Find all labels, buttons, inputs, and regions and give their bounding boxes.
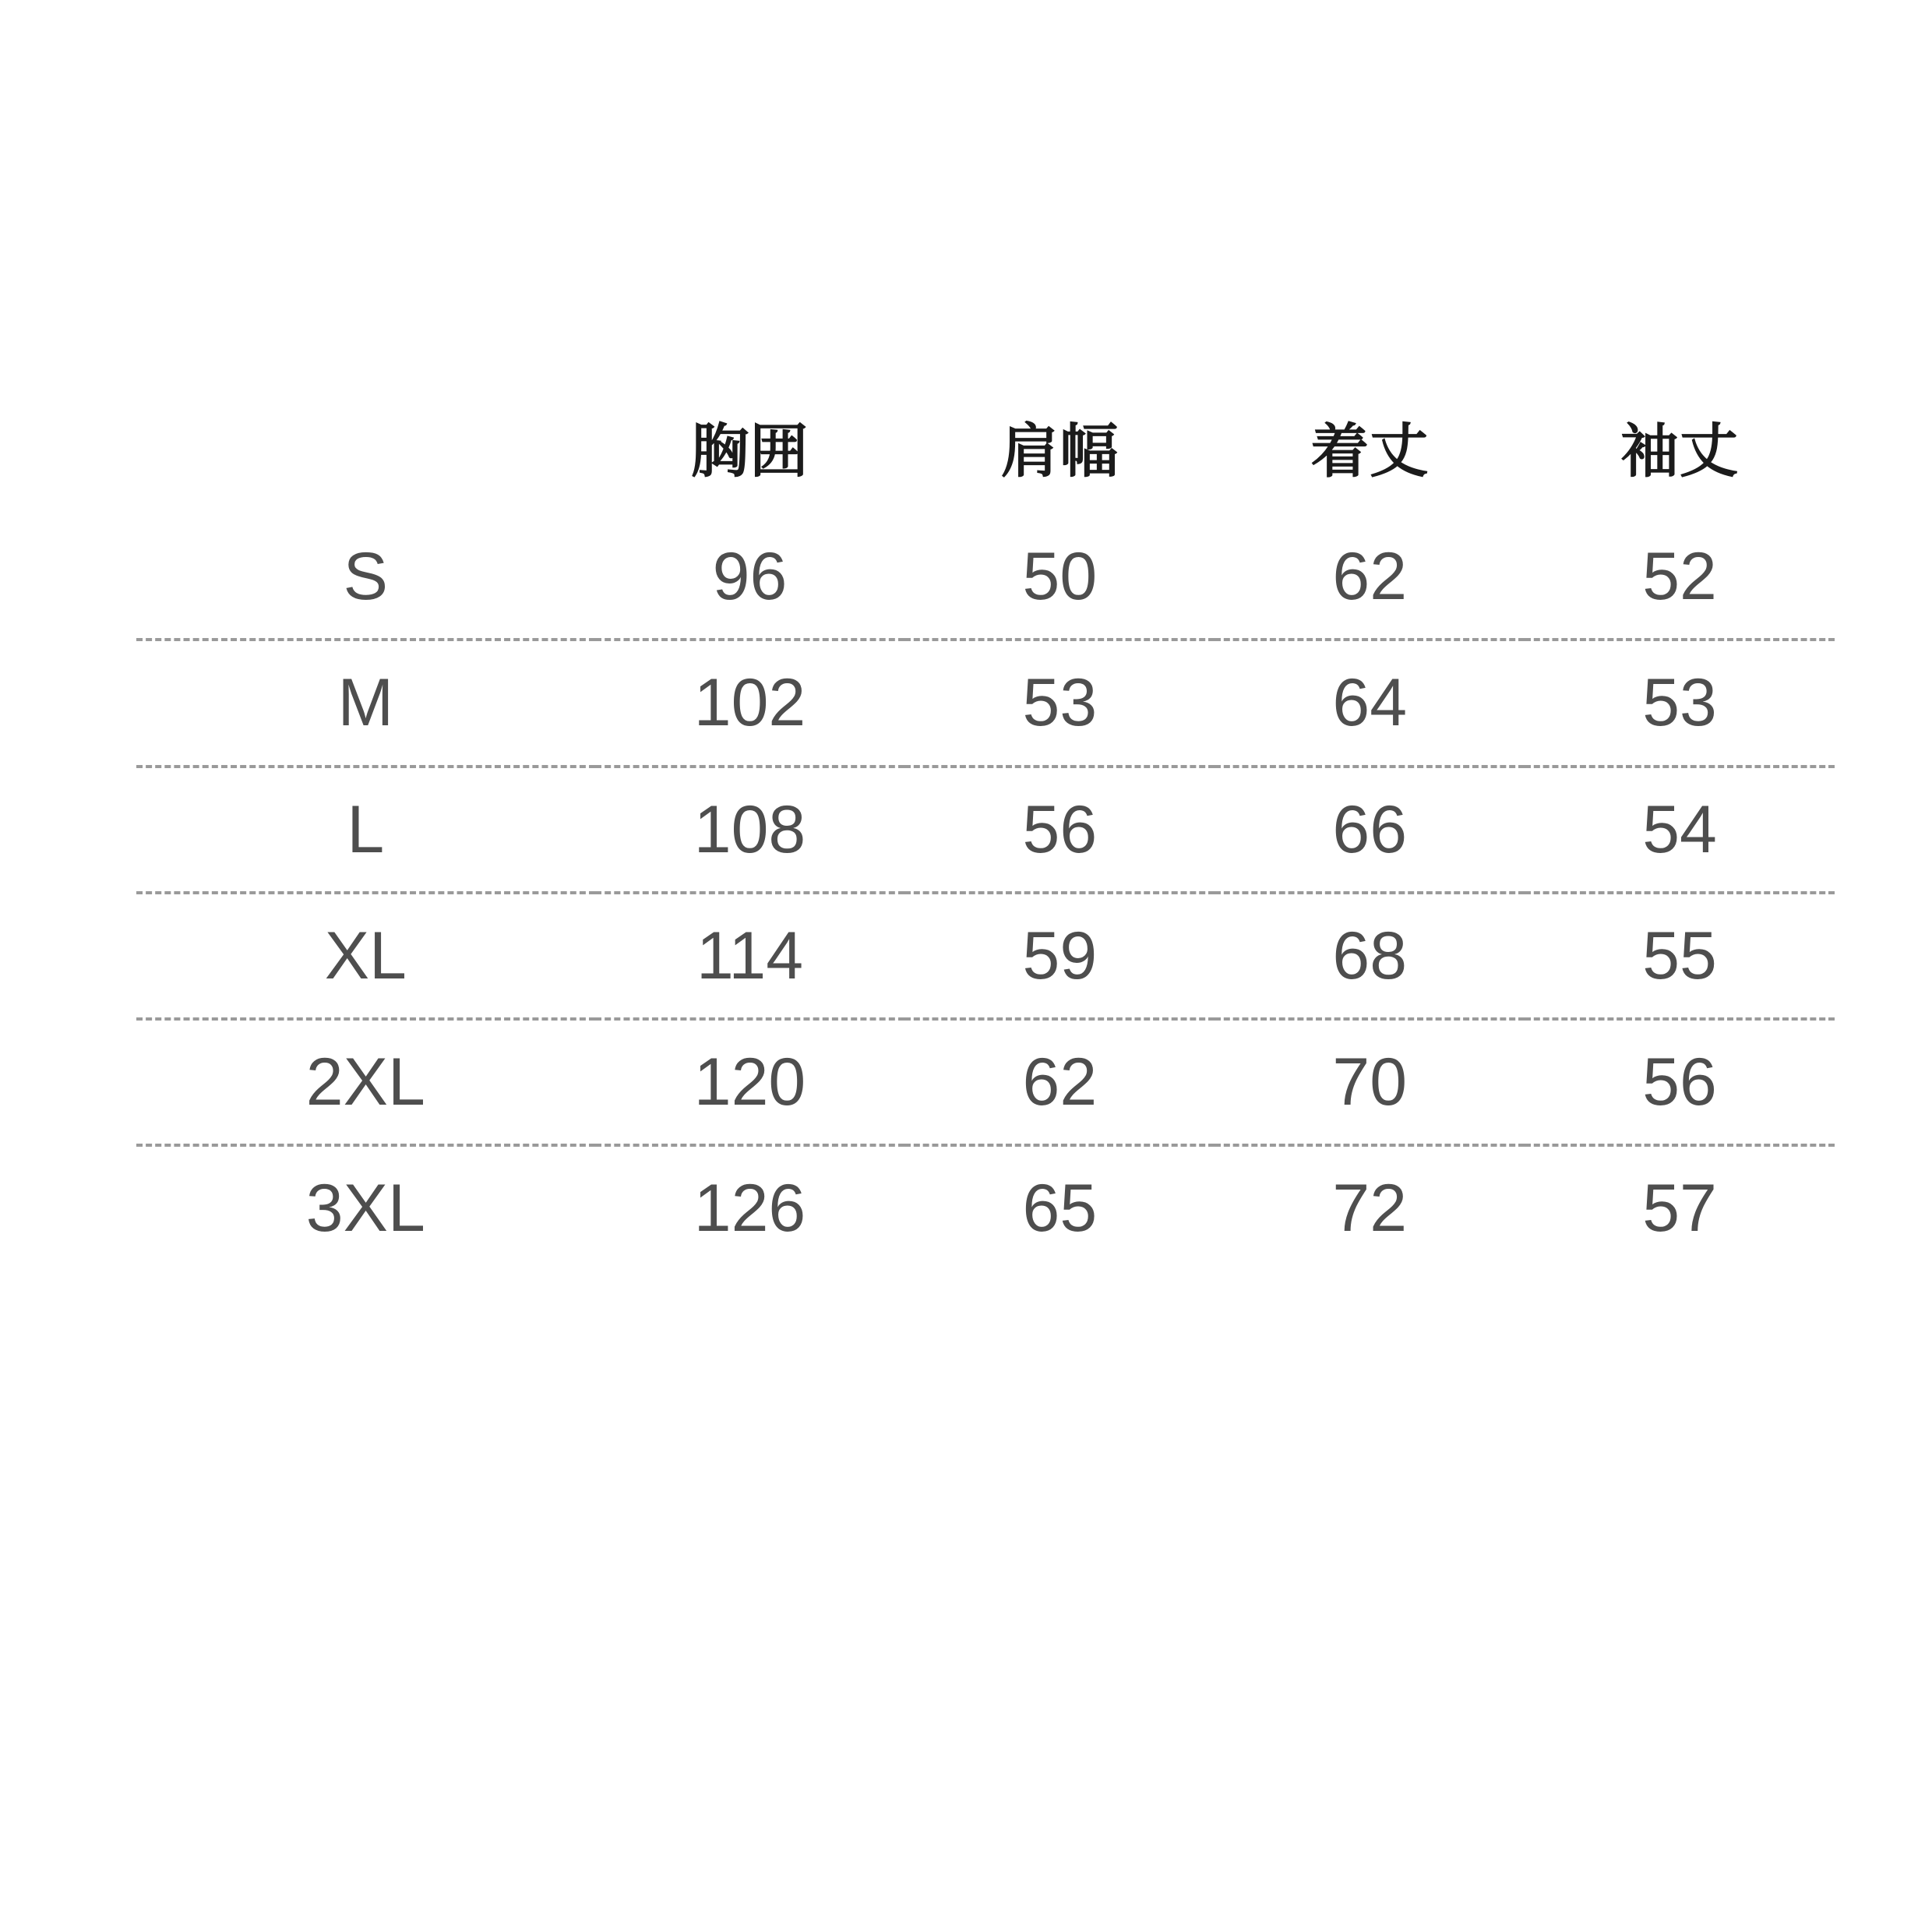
column-header-size [136,405,595,515]
table-row [136,1145,1835,1270]
table-header [136,405,1835,515]
table-header-row [136,405,1835,515]
cell-sleeve: 56 [1525,1019,1835,1145]
cell-length: 70 [1215,1019,1525,1145]
cell-size: 3XL [136,1145,595,1270]
cell-size: XL [136,893,595,1019]
cell-shoulder: 53 [904,640,1215,766]
table-row [136,1019,1835,1145]
cell-size: S [343,539,388,614]
column-header-chest: 胸囲 [690,417,809,485]
table-row [136,515,1835,640]
cell-length: 62 [1332,539,1408,614]
cell-size: 2XL [136,1019,595,1145]
column-header-shoulder: 肩幅 [1000,417,1119,485]
table-row [136,893,1835,1019]
cell-chest: 114 [595,893,905,1019]
cell-sleeve: 52 [1642,539,1717,614]
cell-chest: 120 [595,1019,905,1145]
cell-shoulder: 50 [1022,539,1098,614]
size-table [136,405,1835,1271]
cell-shoulder: 65 [904,1145,1215,1270]
table-body [136,515,1835,1271]
cell-shoulder: 62 [904,1019,1215,1145]
size-table-container [136,405,1835,1271]
cell-sleeve: 54 [1525,767,1835,893]
cell-length: 64 [1215,640,1525,766]
cell-shoulder: 56 [904,767,1215,893]
cell-shoulder: 59 [904,893,1215,1019]
cell-sleeve: 55 [1525,893,1835,1019]
cell-length: 68 [1215,893,1525,1019]
table-row [136,767,1835,893]
cell-length: 72 [1215,1145,1525,1270]
cell-length: 66 [1215,767,1525,893]
cell-size: L [136,767,595,893]
cell-sleeve: 53 [1525,640,1835,766]
cell-sleeve: 57 [1525,1145,1835,1270]
cell-chest: 102 [595,640,905,766]
table-row [136,640,1835,766]
column-header-length: 着丈 [1310,417,1430,485]
cell-chest: 96 [712,539,788,614]
column-header-sleeve: 袖丈 [1620,417,1740,485]
cell-chest: 126 [595,1145,905,1270]
cell-chest: 108 [595,767,905,893]
cell-size: M [136,640,595,766]
